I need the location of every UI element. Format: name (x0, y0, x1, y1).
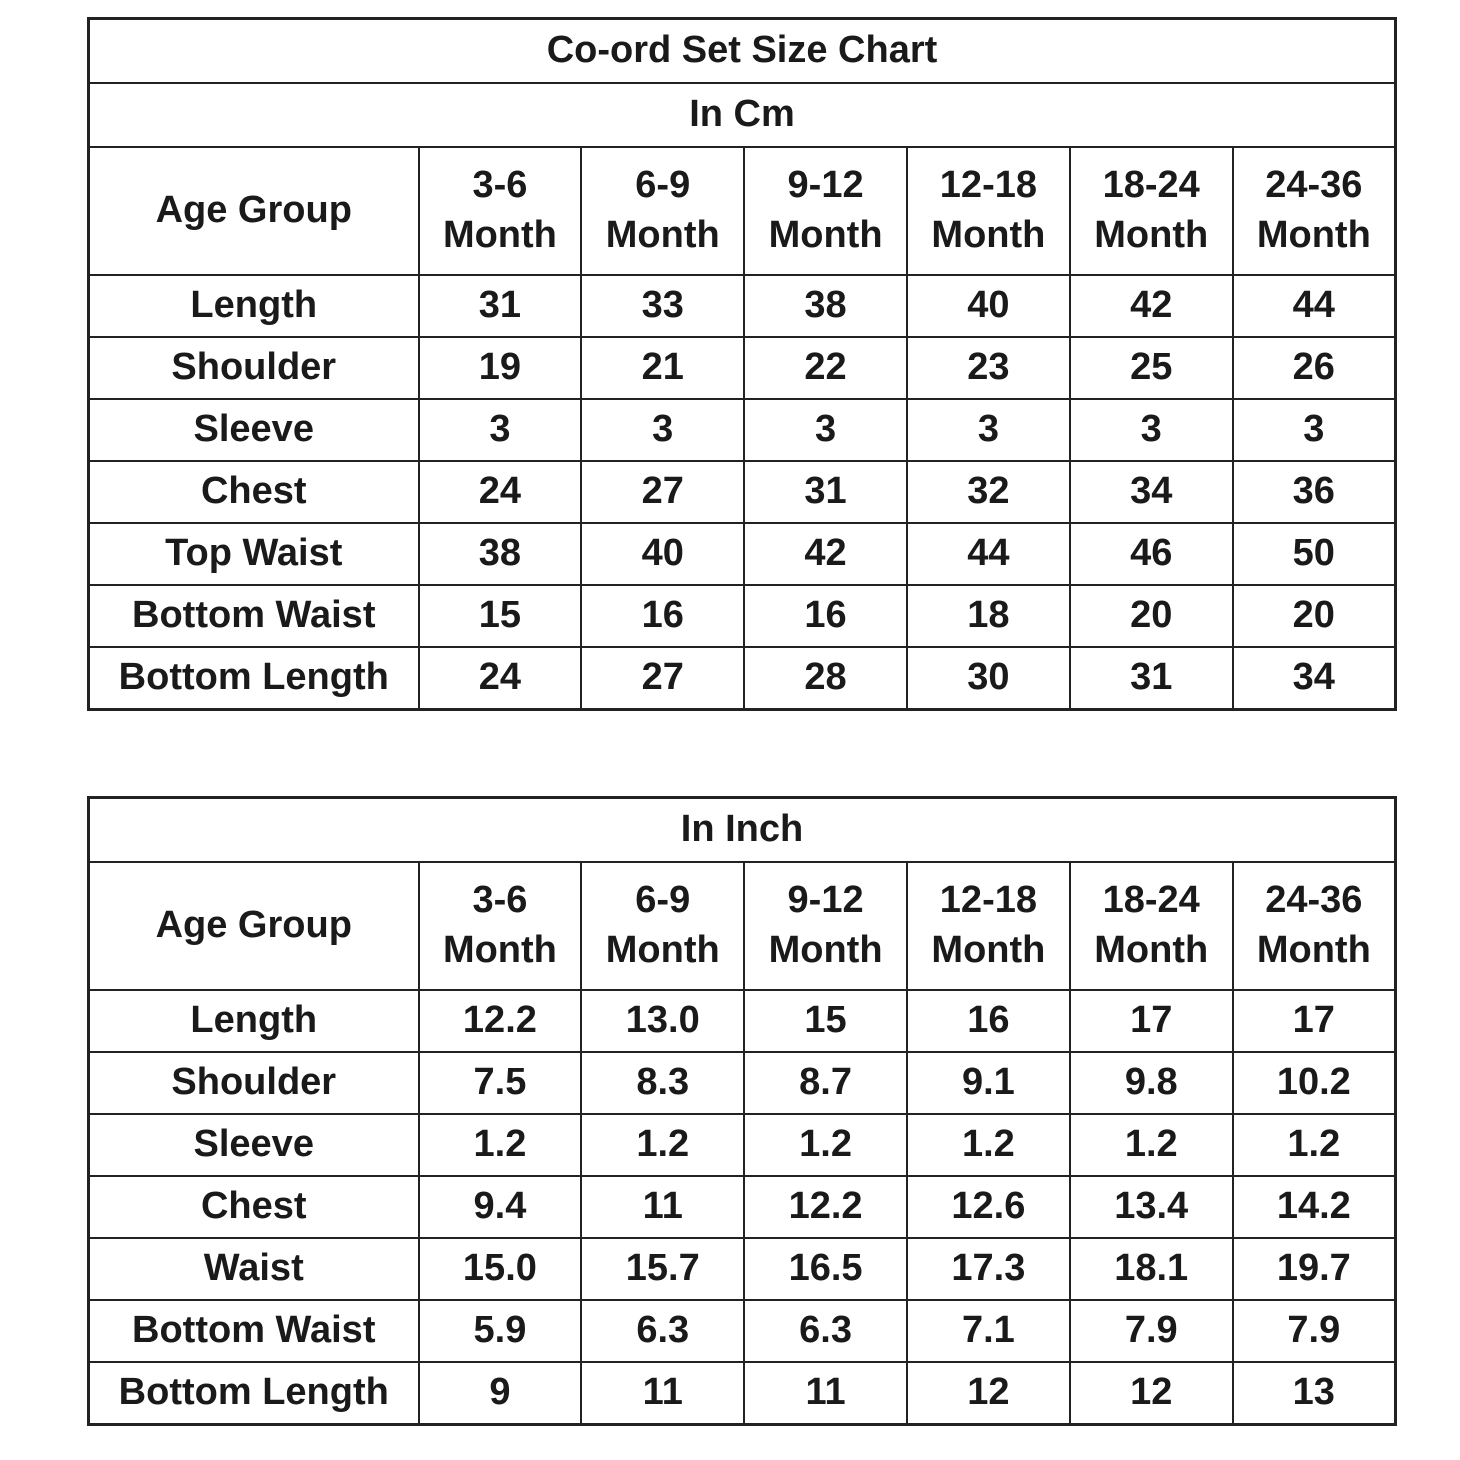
measurement-value: 32 (907, 461, 1070, 523)
measurement-value: 11 (744, 1362, 907, 1425)
measurement-value: 16 (744, 585, 907, 647)
table-row (89, 1238, 1396, 1300)
age-group-header (907, 862, 1070, 990)
age-group-header (744, 862, 907, 990)
measurement-value: 14.2 (1233, 1176, 1396, 1238)
measurement-value: 33 (581, 275, 744, 337)
table-row (89, 1052, 1396, 1114)
measurement-value: 23 (907, 337, 1070, 399)
measurement-value: 3 (907, 399, 1070, 461)
cm-size-table (87, 17, 1397, 711)
measurement-value: 6.3 (744, 1300, 907, 1362)
table-row (89, 585, 1396, 647)
measurement-value: 50 (1233, 523, 1396, 585)
age-range: 18-24 (1102, 879, 1200, 922)
measurement-label: Bottom Waist (89, 1300, 419, 1362)
age-unit: Month (605, 214, 720, 256)
age-range: 6-9 (635, 879, 691, 922)
measurement-value: 40 (581, 523, 744, 585)
measurement-label: Top Waist (89, 523, 419, 585)
table-row (89, 647, 1396, 710)
measurement-value: 40 (907, 275, 1070, 337)
measurement-value: 6.3 (581, 1300, 744, 1362)
age-group-header (581, 147, 744, 275)
measurement-value: 15 (419, 585, 582, 647)
age-unit: Month (1256, 214, 1371, 256)
measurement-value: 27 (581, 461, 744, 523)
measurement-value: 21 (581, 337, 744, 399)
age-group-header (581, 862, 744, 990)
age-group-row (89, 862, 1396, 990)
age-group-header (1233, 147, 1396, 275)
measurement-label: Length (89, 990, 419, 1052)
measurement-value: 34 (1070, 461, 1233, 523)
measurement-value: 3 (419, 399, 582, 461)
measurement-value: 9.4 (419, 1176, 582, 1238)
measurement-value: 15.0 (419, 1238, 582, 1300)
age-unit: Month (931, 214, 1046, 256)
table-row (89, 1176, 1396, 1238)
age-group-header (419, 862, 582, 990)
measurement-label: Shoulder (89, 337, 419, 399)
measurement-value: 12 (1070, 1362, 1233, 1425)
measurement-value: 8.7 (744, 1052, 907, 1114)
age-range: 24-36 (1265, 879, 1363, 922)
age-group-label: Age Group (89, 862, 419, 990)
measurement-value: 9 (419, 1362, 582, 1425)
inch-size-table (87, 796, 1397, 1426)
table-row (89, 461, 1396, 523)
measurement-value: 7.5 (419, 1052, 582, 1114)
measurement-value: 9.8 (1070, 1052, 1233, 1114)
measurement-value: 15 (744, 990, 907, 1052)
unit-label: In Inch (89, 798, 1396, 863)
measurement-value: 18.1 (1070, 1238, 1233, 1300)
measurement-label: Length (89, 275, 419, 337)
table-row (89, 523, 1396, 585)
measurement-value: 10.2 (1233, 1052, 1396, 1114)
measurement-value: 16 (907, 990, 1070, 1052)
measurement-value: 1.2 (744, 1114, 907, 1176)
measurement-label: Bottom Waist (89, 585, 419, 647)
measurement-value: 28 (744, 647, 907, 710)
measurement-value: 46 (1070, 523, 1233, 585)
measurement-value: 15.7 (581, 1238, 744, 1300)
age-group-header (419, 147, 582, 275)
age-unit: Month (442, 929, 557, 971)
age-unit: Month (768, 929, 883, 971)
measurement-value: 12 (907, 1362, 1070, 1425)
age-group-header (1070, 147, 1233, 275)
measurement-value: 12.2 (744, 1176, 907, 1238)
measurement-value: 20 (1070, 585, 1233, 647)
measurement-value: 12.6 (907, 1176, 1070, 1238)
age-range: 12-18 (939, 879, 1037, 922)
chart-title: Co-ord Set Size Chart (89, 19, 1396, 84)
measurement-value: 13.0 (581, 990, 744, 1052)
table-row (89, 399, 1396, 461)
measurement-value: 11 (581, 1362, 744, 1425)
measurement-value: 1.2 (581, 1114, 744, 1176)
measurement-value: 7.1 (907, 1300, 1070, 1362)
age-range: 3-6 (472, 164, 528, 207)
measurement-value: 38 (419, 523, 582, 585)
measurement-value: 1.2 (907, 1114, 1070, 1176)
measurement-value: 42 (744, 523, 907, 585)
measurement-value: 17.3 (907, 1238, 1070, 1300)
measurement-value: 42 (1070, 275, 1233, 337)
age-unit: Month (1094, 214, 1209, 256)
age-range: 12-18 (939, 164, 1037, 207)
age-group-label: Age Group (89, 147, 419, 275)
measurement-label: Sleeve (89, 399, 419, 461)
measurement-value: 7.9 (1070, 1300, 1233, 1362)
measurement-label: Bottom Length (89, 647, 419, 710)
age-unit: Month (442, 214, 557, 256)
measurement-value: 1.2 (419, 1114, 582, 1176)
measurement-value: 16 (581, 585, 744, 647)
measurement-value: 8.3 (581, 1052, 744, 1114)
measurement-value: 9.1 (907, 1052, 1070, 1114)
measurement-value: 31 (1070, 647, 1233, 710)
measurement-label: Waist (89, 1238, 419, 1300)
measurement-value: 44 (907, 523, 1070, 585)
measurement-value: 11 (581, 1176, 744, 1238)
measurement-value: 44 (1233, 275, 1396, 337)
measurement-value: 3 (744, 399, 907, 461)
measurement-value: 13 (1233, 1362, 1396, 1425)
age-unit: Month (605, 929, 720, 971)
age-range: 9-12 (787, 879, 864, 922)
table-row (89, 1362, 1396, 1425)
measurement-value: 31 (744, 461, 907, 523)
age-unit: Month (1094, 929, 1209, 971)
measurement-value: 30 (907, 647, 1070, 710)
measurement-value: 7.9 (1233, 1300, 1396, 1362)
unit-row (89, 798, 1396, 863)
measurement-value: 27 (581, 647, 744, 710)
measurement-value: 3 (1233, 399, 1396, 461)
age-range: 6-9 (635, 164, 691, 207)
unit-row (89, 83, 1396, 147)
age-unit: Month (1256, 929, 1371, 971)
title-row (89, 19, 1396, 84)
table-row (89, 337, 1396, 399)
measurement-value: 36 (1233, 461, 1396, 523)
measurement-value: 24 (419, 647, 582, 710)
measurement-value: 38 (744, 275, 907, 337)
table-row (89, 1114, 1396, 1176)
age-group-header (1070, 862, 1233, 990)
unit-label: In Cm (89, 83, 1396, 147)
table-row (89, 275, 1396, 337)
age-range: 3-6 (472, 879, 528, 922)
age-group-header (744, 147, 907, 275)
measurement-value: 3 (1070, 399, 1233, 461)
measurement-value: 13.4 (1070, 1176, 1233, 1238)
measurement-value: 22 (744, 337, 907, 399)
age-group-row (89, 147, 1396, 275)
measurement-label: Bottom Length (89, 1362, 419, 1425)
measurement-label: Chest (89, 461, 419, 523)
age-unit: Month (931, 929, 1046, 971)
measurement-value: 17 (1070, 990, 1233, 1052)
measurement-label: Chest (89, 1176, 419, 1238)
measurement-value: 19 (419, 337, 582, 399)
measurement-value: 12.2 (419, 990, 582, 1052)
table-row (89, 990, 1396, 1052)
measurement-value: 24 (419, 461, 582, 523)
measurement-label: Sleeve (89, 1114, 419, 1176)
age-unit: Month (768, 214, 883, 256)
measurement-value: 34 (1233, 647, 1396, 710)
measurement-value: 5.9 (419, 1300, 582, 1362)
measurement-label: Shoulder (89, 1052, 419, 1114)
measurement-value: 16.5 (744, 1238, 907, 1300)
measurement-value: 20 (1233, 585, 1396, 647)
measurement-value: 19.7 (1233, 1238, 1396, 1300)
age-group-header (1233, 862, 1396, 990)
measurement-value: 3 (581, 399, 744, 461)
measurement-value: 31 (419, 275, 582, 337)
measurement-value: 1.2 (1233, 1114, 1396, 1176)
table-row (89, 1300, 1396, 1362)
measurement-value: 17 (1233, 990, 1396, 1052)
age-range: 9-12 (787, 164, 864, 207)
measurement-value: 25 (1070, 337, 1233, 399)
measurement-value: 18 (907, 585, 1070, 647)
measurement-value: 1.2 (1070, 1114, 1233, 1176)
measurement-value: 26 (1233, 337, 1396, 399)
age-range: 24-36 (1265, 164, 1363, 207)
age-range: 18-24 (1102, 164, 1200, 207)
age-group-header (907, 147, 1070, 275)
